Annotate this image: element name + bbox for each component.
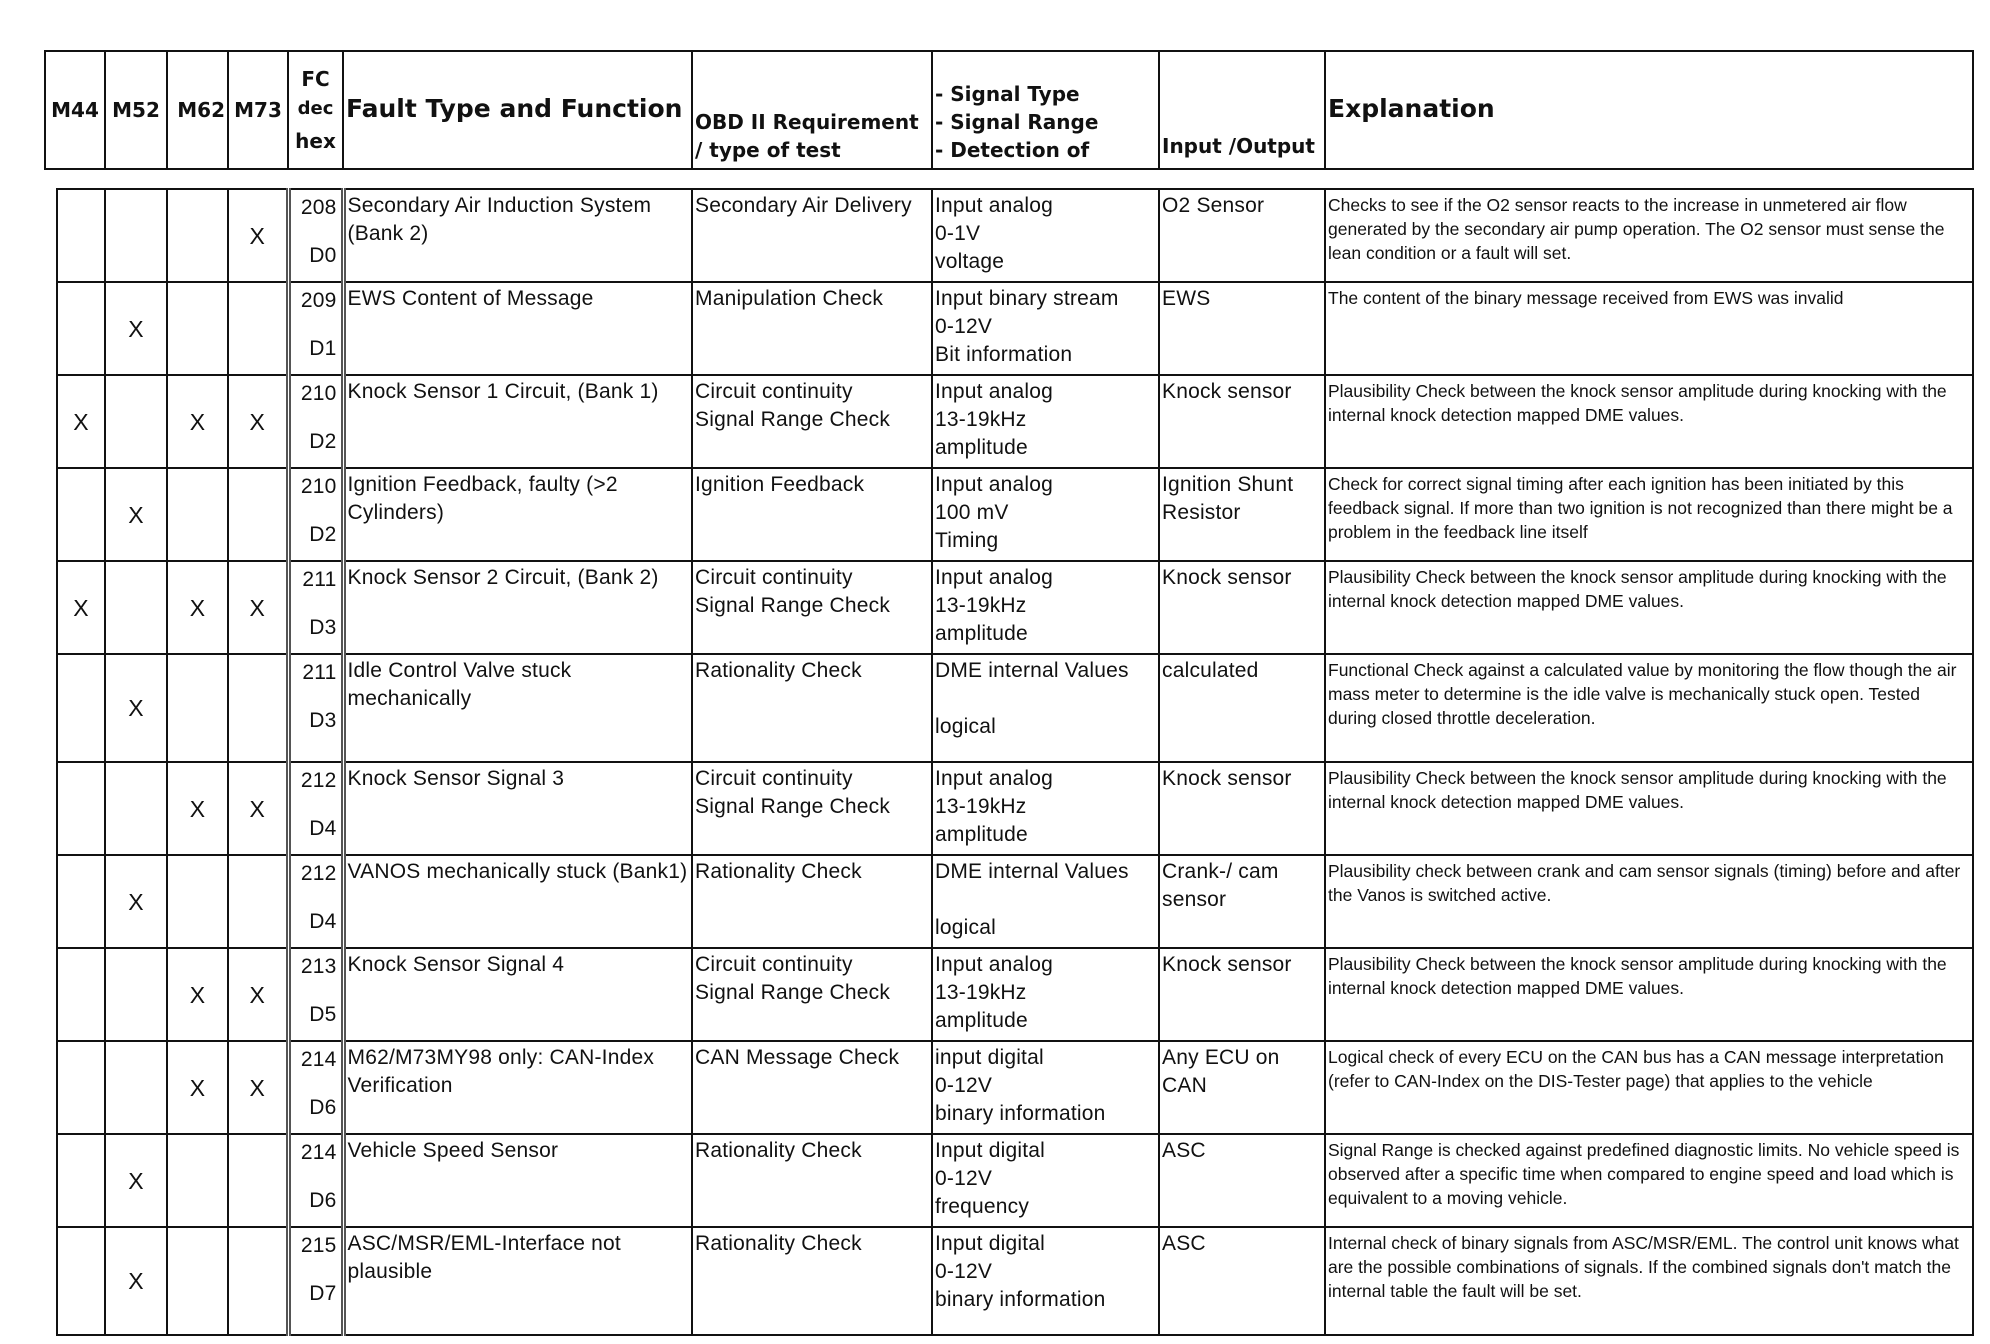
cell-fault-code [288,189,343,282]
cell-input-output: O2 Sensor [1159,189,1325,282]
obd-line: Secondary Air Delivery [695,194,912,217]
fault-code-hex: D7 [309,1282,337,1305]
cell-m44 [57,1041,105,1134]
signal-line: frequency [935,1195,1030,1218]
signal-line: Input digital [935,1139,1046,1162]
cell-fault-type: Ignition Feedback, faulty (>2 Cylinders) [343,468,692,561]
cell-fault-type: Knock Sensor 2 Circuit, (Bank 2) [343,561,692,654]
header-signal [932,51,1159,169]
cell-m73: X [228,561,288,654]
cell-m62 [167,1227,228,1335]
cell-obd-requirement [692,1041,932,1134]
cell-fault-code [288,282,343,375]
obd-line: Circuit continuity [695,953,853,976]
fault-code-dec: 211 [302,568,337,591]
cell-input-output: Crank-/ cam sensor [1159,855,1325,948]
signal-line: logical [935,715,996,738]
cell-signal [932,855,1159,948]
signal-line: amplitude [935,1009,1028,1032]
signal-line: input digital [935,1046,1044,1069]
cell-obd-requirement [692,189,932,282]
obd-line: Signal Range Check [695,795,891,818]
cell-fault-type: Knock Sensor Signal 3 [343,762,692,855]
obd-line: Circuit continuity [695,767,853,790]
cell-fault-code [288,948,343,1041]
obd-line: Rationality Check [695,860,862,883]
fault-code-hex: D3 [309,616,337,639]
fault-code-hex: D6 [309,1189,337,1212]
cell-explanation: Logical check of every ECU on the CAN bus has a CAN message interpretation (refer to CAN-Index on the DIS-Tester page) that applies to the vehicle [1325,1041,1973,1134]
cell-m52 [105,189,167,282]
signal-line: Input analog [935,380,1054,403]
obd-line: Manipulation Check [695,287,884,310]
header-fc-line1: FC [301,66,330,91]
cell-m62 [167,282,228,375]
cell-fault-type: Idle Control Valve stuck mechanically [343,654,692,762]
cell-m44 [57,762,105,855]
cell-input-output: Knock sensor [1159,948,1325,1041]
signal-line: Input analog [935,953,1054,976]
fault-code-dec: 210 [300,475,337,498]
signal-line: Input analog [935,194,1054,217]
cell-explanation: Functional Check against a calculated value by monitoring the flow though the air mass meter to determine is the idle valve is mechanically stuck open. Tested during closed throttle deceleration. [1325,654,1973,762]
cell-obd-requirement [692,855,932,948]
cell-m44 [57,189,105,282]
cell-m73 [228,855,288,948]
cell-m62: X [167,375,228,468]
signal-line: Input binary stream [935,287,1119,310]
cell-signal [932,375,1159,468]
table-row [57,855,1973,948]
cell-m73: X [228,762,288,855]
fault-code-dec: 214 [300,1048,337,1071]
table-body [57,189,1973,1335]
cell-m44: X [57,375,105,468]
cell-signal [932,762,1159,855]
header-obd [692,51,932,169]
signal-line: binary information [935,1288,1106,1311]
cell-signal [932,948,1159,1041]
fault-code-dec: 209 [300,289,337,312]
cell-fault-code [288,654,343,762]
fault-code-dec: 212 [300,769,337,792]
fault-code-hex: D5 [309,1003,337,1026]
signal-line: 0-1V [935,222,981,245]
table-row [57,948,1973,1041]
obd-line: Ignition Feedback [695,473,865,496]
signal-line: amplitude [935,436,1028,459]
cell-fault-code [288,375,343,468]
cell-m52: X [105,468,167,561]
signal-line: voltage [935,250,1005,273]
cell-obd-requirement [692,282,932,375]
table-row [57,468,1973,561]
cell-signal [932,1134,1159,1227]
cell-obd-requirement [692,1227,932,1335]
cell-m73: X [228,375,288,468]
fault-code-dec: 211 [302,661,337,684]
cell-fault-type: Secondary Air Induction System (Bank 2) [343,189,692,282]
cell-m52: X [105,1227,167,1335]
cell-input-output: Any ECU on CAN [1159,1041,1325,1134]
cell-signal [932,561,1159,654]
table-row [57,375,1973,468]
cell-input-output: EWS [1159,282,1325,375]
fault-code-hex: D2 [309,430,337,453]
fault-code-hex: D4 [309,910,337,933]
obd-line: Signal Range Check [695,408,891,431]
cell-m44 [57,468,105,561]
cell-fault-type: VANOS mechanically stuck (Bank1) [343,855,692,948]
cell-input-output: Knock sensor [1159,762,1325,855]
cell-m73 [228,654,288,762]
signal-line: Bit information [935,343,1073,366]
table-row [57,561,1973,654]
cell-m62: X [167,561,228,654]
cell-fault-type: Knock Sensor 1 Circuit, (Bank 1) [343,375,692,468]
header-m62: M62 [167,51,228,169]
signal-line: logical [935,916,996,939]
cell-explanation: Internal check of binary signals from ASC/MSR/EML. The control unit knows what are the possible combinations of signals. If the combined signals don't match the internal table the fault will be set. [1325,1227,1973,1335]
cell-signal [932,282,1159,375]
cell-m73 [228,468,288,561]
fault-code-hex: D6 [309,1096,337,1119]
header-fc [288,51,343,169]
cell-fault-code [288,1041,343,1134]
signal-line: 0-12V [935,1260,993,1283]
signal-line: DME internal Values [935,659,1129,682]
cell-m73: X [228,948,288,1041]
cell-m62 [167,855,228,948]
header-explanation: Explanation [1325,51,1973,169]
header-fc-line3: hex [295,128,336,153]
cell-fault-type: ASC/MSR/EML-Interface not plausible [343,1227,692,1335]
cell-fault-type: Knock Sensor Signal 4 [343,948,692,1041]
cell-explanation: Signal Range is checked against predefined diagnostic limits. No vehicle speed is observed after a specific time when compared to engine speed and load which is equivalent to a moving vehicle. [1325,1134,1973,1227]
cell-fault-code [288,468,343,561]
fault-code-table [56,188,1974,1336]
obd-line: Signal Range Check [695,594,891,617]
fault-code-dec: 212 [300,862,337,885]
signal-line: 0-12V [935,1074,993,1097]
cell-m62 [167,189,228,282]
fault-code-hex: D4 [309,817,337,840]
table-row [57,654,1973,762]
obd-line: Circuit continuity [695,566,853,589]
obd-line: Circuit continuity [695,380,853,403]
signal-line: Timing [935,529,999,552]
cell-m62: X [167,948,228,1041]
cell-fault-type: Vehicle Speed Sensor [343,1134,692,1227]
header-table [44,50,1974,170]
signal-line: Input analog [935,767,1054,790]
cell-input-output: Knock sensor [1159,561,1325,654]
cell-fault-type: EWS Content of Message [343,282,692,375]
signal-line: Input digital [935,1232,1046,1255]
cell-fault-code [288,855,343,948]
signal-line [935,886,1156,914]
cell-signal [932,468,1159,561]
cell-m52: X [105,654,167,762]
cell-m52 [105,1041,167,1134]
cell-m73: X [228,189,288,282]
header-m44: M44 [45,51,105,169]
table-row [57,189,1973,282]
cell-m52: X [105,855,167,948]
cell-m73 [228,1227,288,1335]
signal-line: 13-19kHz [935,981,1027,1004]
cell-explanation: Plausibility check between crank and cam sensor signals (timing) before and after the Vanos is switched active. [1325,855,1973,948]
cell-explanation: The content of the binary message received from EWS was invalid [1325,282,1973,375]
cell-fault-code [288,762,343,855]
table-row [57,1227,1973,1335]
cell-m52 [105,948,167,1041]
table-row [57,1041,1973,1134]
header-m52: M52 [105,51,167,169]
cell-input-output: Ignition Shunt Resistor [1159,468,1325,561]
cell-explanation: Check for correct signal timing after each ignition has been initiated by this feedback signal. If more than two ignition is not recognized than there might be a problem in the feedback line itself [1325,468,1973,561]
signal-line: 0-12V [935,1167,993,1190]
cell-obd-requirement [692,561,932,654]
signal-line: 100 mV [935,501,1009,524]
header-obd-line2: / type of test [695,138,841,162]
cell-signal [932,1227,1159,1335]
signal-line: 13-19kHz [935,594,1027,617]
cell-fault-code [288,1134,343,1227]
cell-fault-type: M62/M73MY98 only: CAN-Index Verification [343,1041,692,1134]
cell-obd-requirement [692,468,932,561]
table-row [57,762,1973,855]
obd-line: CAN Message Check [695,1046,900,1069]
cell-explanation: Checks to see if the O2 sensor reacts to the increase in unmetered air flow generated by the secondary air pump operation. The O2 sensor must sense the lean condition or a fault will set. [1325,189,1973,282]
header-m73: M73 [228,51,288,169]
cell-m44 [57,855,105,948]
fault-code-hex: D1 [309,337,337,360]
cell-m52 [105,561,167,654]
cell-m44: X [57,561,105,654]
cell-obd-requirement [692,654,932,762]
obd-line: Signal Range Check [695,981,891,1004]
signal-line: DME internal Values [935,860,1129,883]
fault-code-hex: D0 [309,244,337,267]
cell-obd-requirement [692,1134,932,1227]
header-fc-line2: dec [297,97,334,119]
cell-m44 [57,1134,105,1227]
cell-m73 [228,1134,288,1227]
signal-line: amplitude [935,622,1028,645]
cell-m73: X [228,1041,288,1134]
cell-m62 [167,1134,228,1227]
header-signal-line3: - Detection of [935,138,1090,162]
signal-line: Input analog [935,566,1054,589]
cell-signal [932,1041,1159,1134]
header-obd-line1: OBD II Requirement [695,110,919,134]
cell-obd-requirement [692,762,932,855]
fault-code-hex: D3 [309,709,337,732]
cell-m62: X [167,1041,228,1134]
signal-line: binary information [935,1102,1106,1125]
cell-m52: X [105,282,167,375]
fault-code-hex: D2 [309,523,337,546]
table-row [57,282,1973,375]
header-signal-line1: - Signal Type [935,82,1080,106]
obd-line: Rationality Check [695,1232,862,1255]
obd-line: Rationality Check [695,659,862,682]
cell-m44 [57,654,105,762]
fault-code-dec: 215 [300,1234,337,1257]
header-fault: Fault Type and Function [343,51,692,169]
cell-input-output: Knock sensor [1159,375,1325,468]
signal-line: 13-19kHz [935,795,1027,818]
signal-line: amplitude [935,823,1028,846]
cell-explanation: Plausibility Check between the knock sensor amplitude during knocking with the internal knock detection mapped DME values. [1325,375,1973,468]
obd-line: Rationality Check [695,1139,862,1162]
cell-explanation: Plausibility Check between the knock sensor amplitude during knocking with the internal knock detection mapped DME values. [1325,762,1973,855]
cell-obd-requirement [692,375,932,468]
cell-m44 [57,1227,105,1335]
cell-input-output: ASC [1159,1134,1325,1227]
cell-signal [932,189,1159,282]
cell-explanation: Plausibility Check between the knock sensor amplitude during knocking with the internal knock detection mapped DME values. [1325,561,1973,654]
table-row [57,1134,1973,1227]
signal-line: Input analog [935,473,1054,496]
signal-line: 13-19kHz [935,408,1027,431]
cell-input-output: ASC [1159,1227,1325,1335]
signal-line [935,685,1156,713]
header-io: Input /Output [1159,51,1325,169]
cell-m62 [167,654,228,762]
cell-signal [932,654,1159,762]
fault-code-dec: 208 [300,196,337,219]
signal-line: 0-12V [935,315,993,338]
cell-m52 [105,375,167,468]
cell-m44 [57,948,105,1041]
cell-fault-code [288,1227,343,1335]
fault-code-dec: 210 [300,382,337,405]
fault-code-dec: 214 [300,1141,337,1164]
cell-m44 [57,282,105,375]
cell-m52: X [105,1134,167,1227]
fault-code-dec: 213 [300,955,337,978]
cell-m62: X [167,762,228,855]
cell-fault-code [288,561,343,654]
cell-m62 [167,468,228,561]
cell-explanation: Plausibility Check between the knock sensor amplitude during knocking with the internal knock detection mapped DME values. [1325,948,1973,1041]
cell-input-output: calculated [1159,654,1325,762]
cell-obd-requirement [692,948,932,1041]
header-signal-line2: - Signal Range [935,110,1099,134]
cell-m52 [105,762,167,855]
cell-m73 [228,282,288,375]
